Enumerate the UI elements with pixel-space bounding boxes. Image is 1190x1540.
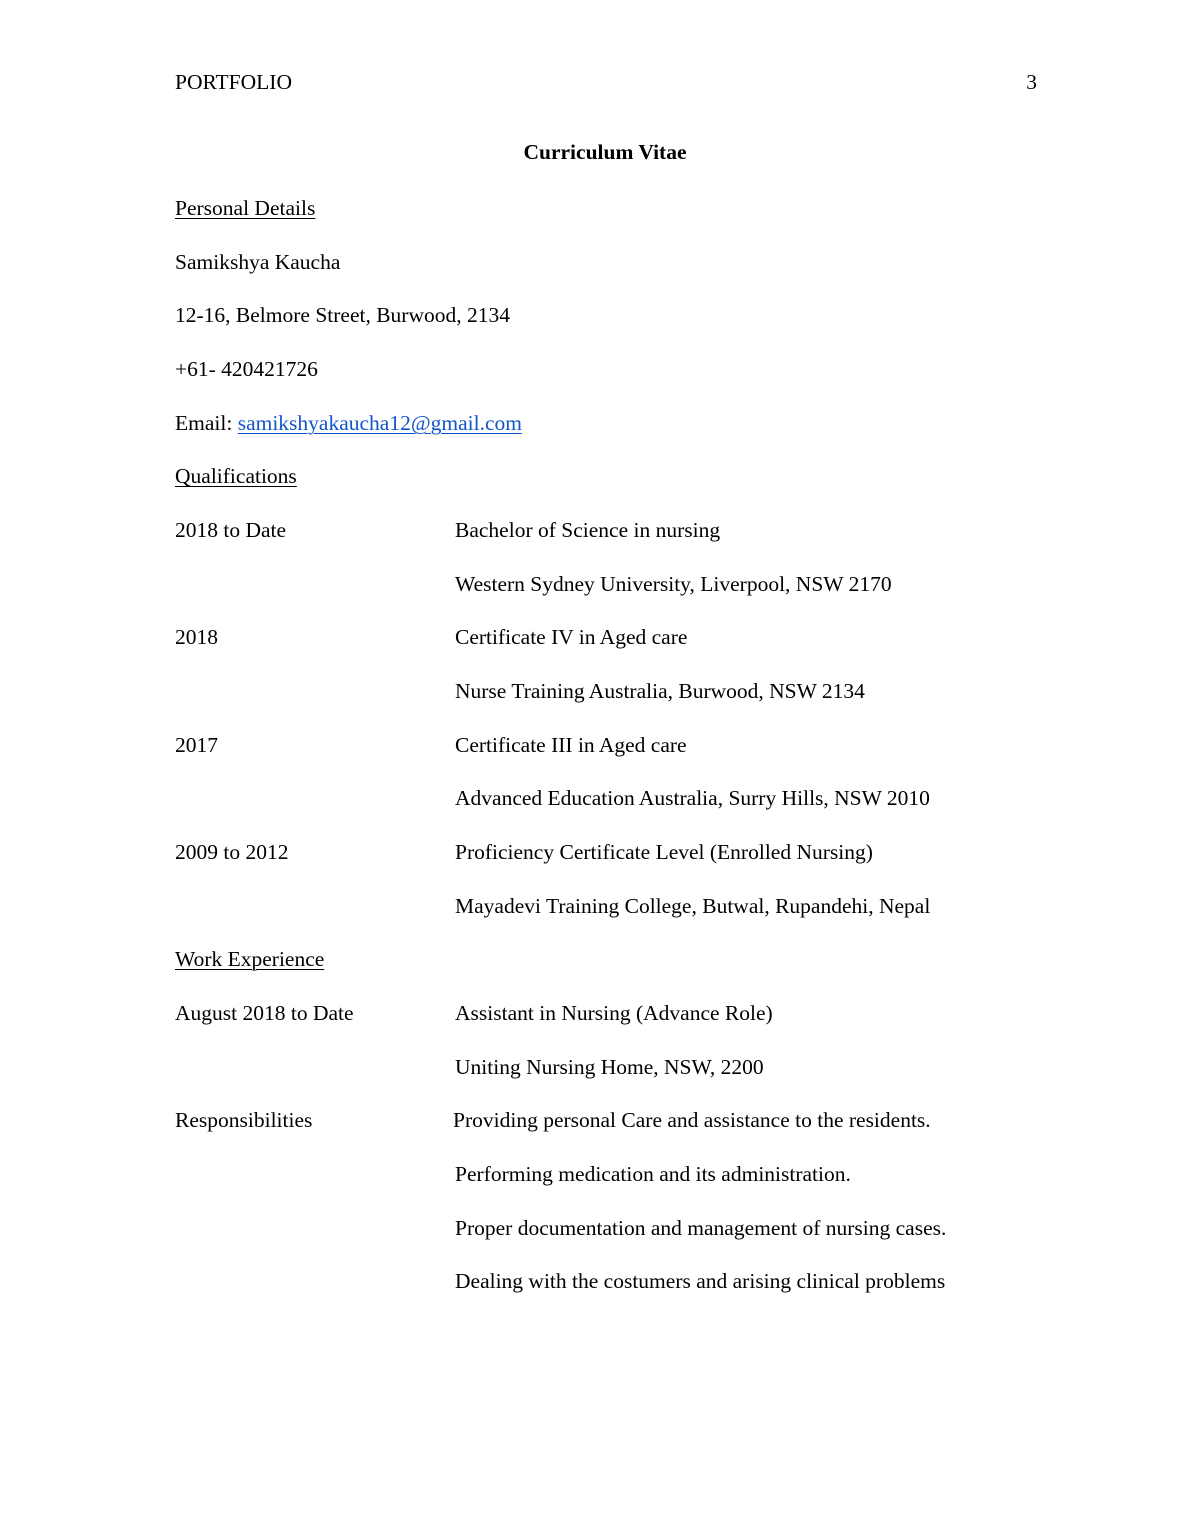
email-label: Email: [175, 411, 238, 435]
qualification-institution: Advanced Education Australia, Surry Hills, NSW 2010 [455, 786, 930, 810]
qualification-date: 2017 [175, 733, 218, 757]
qualification-title: Bachelor of Science in nursing [455, 518, 721, 542]
work-employer: Uniting Nursing Home, NSW, 2200 [455, 1055, 764, 1079]
qualification-date: 2009 to 2012 [175, 840, 289, 864]
qualification-title: Proficiency Certificate Level (Enrolled Nursing) [455, 840, 873, 864]
qualification-institution: Mayadevi Training College, Butwal, Rupandehi, Nepal [455, 894, 931, 918]
responsibility-item: Dealing with the costumers and arising clinical problems [455, 1269, 946, 1293]
qualification-date: 2018 [175, 625, 218, 649]
personal-details-heading: Personal Details [175, 196, 316, 220]
qualification-institution: Nurse Training Australia, Burwood, NSW 2134 [455, 679, 865, 703]
responsibility-item: Proper documentation and management of nursing cases. [455, 1216, 947, 1240]
page-number: 3 [1026, 70, 1037, 94]
email-line [175, 409, 522, 437]
phone-number: +61- 420421726 [175, 357, 318, 381]
responsibility-item: Performing medication and its administration. [455, 1162, 851, 1186]
work-role: Assistant in Nursing (Advance Role) [455, 1001, 773, 1025]
running-title: PORTFOLIO [175, 70, 292, 94]
responsibilities-label: Responsibilities [175, 1108, 313, 1132]
address: 12-16, Belmore Street, Burwood, 2134 [175, 303, 510, 327]
person-name: Samikshya Kaucha [175, 250, 341, 274]
qualifications-heading: Qualifications [175, 464, 297, 488]
qualification-institution: Western Sydney University, Liverpool, NSW 2170 [455, 572, 892, 596]
document-title: Curriculum Vitae [523, 140, 687, 164]
qualification-title: Certificate IV in Aged care [455, 625, 688, 649]
qualification-title: Certificate III in Aged care [455, 733, 687, 757]
running-header [175, 70, 1037, 98]
email-link[interactable]: samikshyakaucha12@gmail.com [237, 411, 523, 435]
responsibility-item: Providing personal Care and assistance to the residents. [453, 1108, 931, 1132]
work-experience-heading: Work Experience [175, 947, 325, 971]
work-date: August 2018 to Date [175, 1001, 354, 1025]
qualification-date: 2018 to Date [175, 518, 287, 542]
